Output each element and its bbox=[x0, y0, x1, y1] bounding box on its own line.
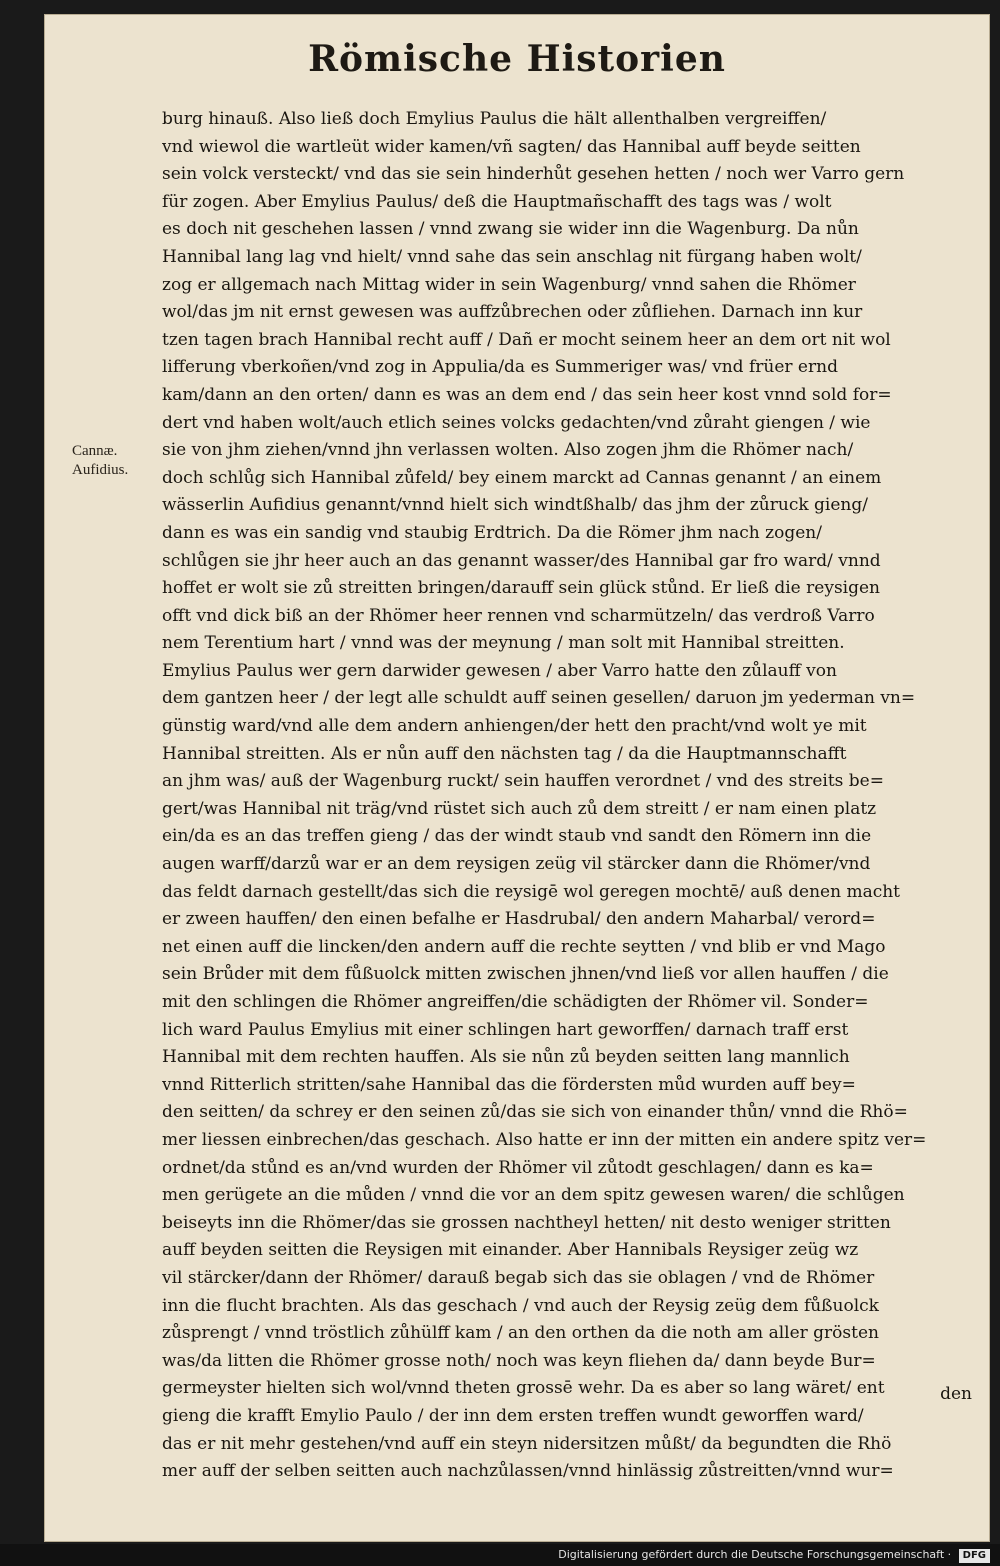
text-line: tzen tagen brach Hannibal recht auff / Dañ er mocht seinem heer an dem ort nit wol bbox=[162, 329, 891, 350]
text-line: er zween hauffen/ den einen befalhe er Hasdrubal/ den andern Maharbal/ verord= bbox=[162, 909, 876, 930]
text-line: günstig ward/vnd alle dem andern anhiengen/der hett den pracht/vnd wolt ye mit bbox=[162, 716, 867, 737]
page-title: Römische Historien bbox=[308, 38, 726, 80]
document-page bbox=[44, 14, 990, 1542]
text-line: hoffet er wolt sie zů streitten bringen/darauff sein glück stůnd. Er ließ die reysigen bbox=[162, 578, 880, 599]
text-line: mer auff der selben seitten auch nachzůlassen/vnnd hinlässig zůstreitten/vnnd wur= bbox=[162, 1461, 894, 1482]
text-line: vil stärcker/dann der Rhömer/ darauß begab sich das sie oblagen / vnd de Rhömer bbox=[162, 1267, 875, 1288]
text-line: burg hinauß. Also ließ doch Emylius Paulus die hält allenthalben vergreiffen/ bbox=[162, 109, 827, 129]
text-line: ordnet/da stůnd es an/vnd wurden der Rhömer vil zůtodt geschlagen/ dann es ka= bbox=[162, 1157, 874, 1178]
text-line: Hannibal streitten. Als er nůn auff den nächsten tag / da die Hauptmannschafft bbox=[162, 743, 847, 764]
catchword: den bbox=[940, 1384, 972, 1404]
text-line: Hannibal mit dem rechten hauffen. Als sie nůn zů beyden seitten lang mannlich bbox=[162, 1047, 850, 1068]
text-line: offt vnd dick biß an der Rhömer heer rennen vnd scharmützeln/ das verdroß Varro bbox=[162, 605, 875, 626]
text-line: dann es was ein sandig vnd staubig Erdtrich. Da die Römer jhm nach zogen/ bbox=[162, 522, 822, 543]
text-line: lifferung vberkoñen/vnd zog in Appulia/da es Summeriger was/ vnd früer ernd bbox=[162, 357, 838, 378]
text-line: es doch nit geschehen lassen / vnnd zwang sie wider inn die Wagenburg. Da nůn bbox=[162, 219, 859, 240]
text-line: gert/was Hannibal nit träg/vnd rüstet sich auch zů dem streitt / er nam einen platz bbox=[162, 798, 877, 819]
dfg-logo: DFG bbox=[959, 1549, 990, 1563]
text-line: mit den schlingen die Rhömer angreiffen/die schädigten der Rhömer vil. Sonder= bbox=[162, 992, 869, 1012]
text-line: das er nit mehr gestehen/vnd auff ein steyn nidersitzen můßt/ da begundten die Rhö bbox=[162, 1433, 892, 1454]
text-line: Emylius Paulus wer gern darwider gewesen / aber Varro hatte den zůlauff von bbox=[162, 660, 837, 681]
text-line: auff beyden seitten die Reysigen mit einander. Aber Hannibals Reysiger zeüg wz bbox=[162, 1240, 859, 1261]
margin-notes bbox=[72, 442, 162, 480]
text-line: für zogen. Aber Emylius Paulus/ deß die Hauptmañschafft des tags was / wolt bbox=[162, 191, 832, 212]
text-line: an jhm was/ auß der Wagenburg ruckt/ sein hauffen verordnet / vnd des streits be= bbox=[162, 771, 884, 792]
text-line: mer liessen einbrechen/das geschach. Also hatte er inn der mitten ein andere spitz ver= bbox=[162, 1129, 927, 1150]
footer-text: Digitalisierung gefördert durch die Deutsche Forschungsgemeinschaft · bbox=[558, 1548, 952, 1561]
text-line: sein volck versteckt/ vnd das sie sein hinderhůt gesehen hetten / noch wer Varro gern bbox=[162, 164, 905, 185]
text-line: was/da litten die Rhömer grosse noth/ noch was keyn fliehen da/ dann beyde Bur= bbox=[162, 1350, 876, 1371]
text-line: augen warff/darzů war er an dem reysigen zeüg vil stärcker dann die Rhömer/vnd bbox=[162, 854, 871, 875]
text-line: wässerlin Aufidius genannt/vnnd hielt sich windtßhalb/ das jhm der zůruck gieng/ bbox=[162, 495, 868, 516]
text-line: kam/dann an den orten/ dann es was an dem end / das sein heer kost vnnd sold for= bbox=[162, 384, 892, 405]
text-line: dert vnd haben wolt/auch etlich seines volcks gedachten/vnd zůraht giengen / wie bbox=[162, 412, 871, 433]
funding-footer bbox=[0, 1544, 1000, 1566]
body-text bbox=[162, 106, 982, 1486]
text-line: zog er allgemach nach Mittag wider in sein Wagenburg/ vnnd sahen die Rhömer bbox=[162, 274, 856, 295]
text-line: doch schlůg sich Hannibal zůfeld/ bey einem marckt ad Cannas genannt / an einem bbox=[162, 467, 882, 488]
text-line: zůsprengt / vnnd tröstlich zůhülff kam / an den orthen da die noth am aller grösten bbox=[162, 1323, 879, 1344]
text-line: inn die flucht brachten. Als das geschach / vnd auch der Reysig zeüg dem fůßuolck bbox=[162, 1295, 879, 1316]
text-line: nem Terentium hart / vnnd was der meynung / man solt mit Hannibal streitten. bbox=[162, 633, 845, 654]
margin-note-aufidius: Aufidius. bbox=[72, 462, 129, 478]
text-line: das feldt darnach gestellt/das sich die reysigē wol geregen mochtē/ auß denen macht bbox=[162, 881, 901, 902]
text-line: men gerügete an die můden / vnnd die vor an dem spitz gewesen waren/ die schlůgen bbox=[162, 1185, 905, 1206]
text-line: vnnd Ritterlich stritten/sahe Hannibal das die fördersten můd wurden auff bey= bbox=[162, 1074, 856, 1095]
text-line: germeyster hielten sich wol/vnnd theten grossē wehr. Da es aber so lang wäret/ ent bbox=[162, 1378, 885, 1399]
text-line: sie von jhm ziehen/vnnd jhn verlassen wolten. Also zogen jhm die Rhömer nach/ bbox=[162, 440, 854, 461]
margin-note-cannae: Cannæ. bbox=[72, 443, 118, 459]
text-line: ein/da es an das treffen gieng / das der windt staub vnd sandt den Römern inn die bbox=[162, 826, 872, 847]
text-line: wol/das jm nit ernst gewesen was auffzůbrechen oder zůfliehen. Darnach inn kur bbox=[162, 302, 863, 323]
text-line: sein Brůder mit dem fůßuolck mitten zwischen jhnen/vnd ließ vor allen hauffen / die bbox=[162, 964, 889, 985]
text-line: schlůgen sie jhr heer auch an das genannt wasser/des Hannibal gar fro ward/ vnnd bbox=[162, 550, 881, 571]
text-line: net einen auff die lincken/den andern auff die rechte seytten / vnd blib er vnd Mago bbox=[162, 936, 886, 957]
text-line: gieng die krafft Emylio Paulo / der inn dem ersten treffen wundt geworffen ward/ bbox=[162, 1405, 864, 1426]
text-line: dem gantzen heer / der legt alle schuldt auff seinen gesellen/ daruon jm yederman vn= bbox=[162, 688, 916, 709]
text-line: vnd wiewol die wartleüt wider kamen/vñ sagten/ das Hannibal auff beyde seitten bbox=[162, 136, 861, 157]
text-line: Hannibal lang lag vnd hielt/ vnnd sahe das sein anschlag nit fürgang haben wolt/ bbox=[162, 246, 862, 267]
text-line: beiseyts inn die Rhömer/das sie grossen nachtheyl hetten/ nit desto weniger stritten bbox=[162, 1212, 891, 1233]
text-line: lich ward Paulus Emylius mit einer schlingen hart geworffen/ darnach traff erst bbox=[162, 1019, 849, 1040]
text-line: den seitten/ da schrey er den seinen zů/das sie sich von einander thůn/ vnnd die Rhö= bbox=[162, 1102, 908, 1123]
